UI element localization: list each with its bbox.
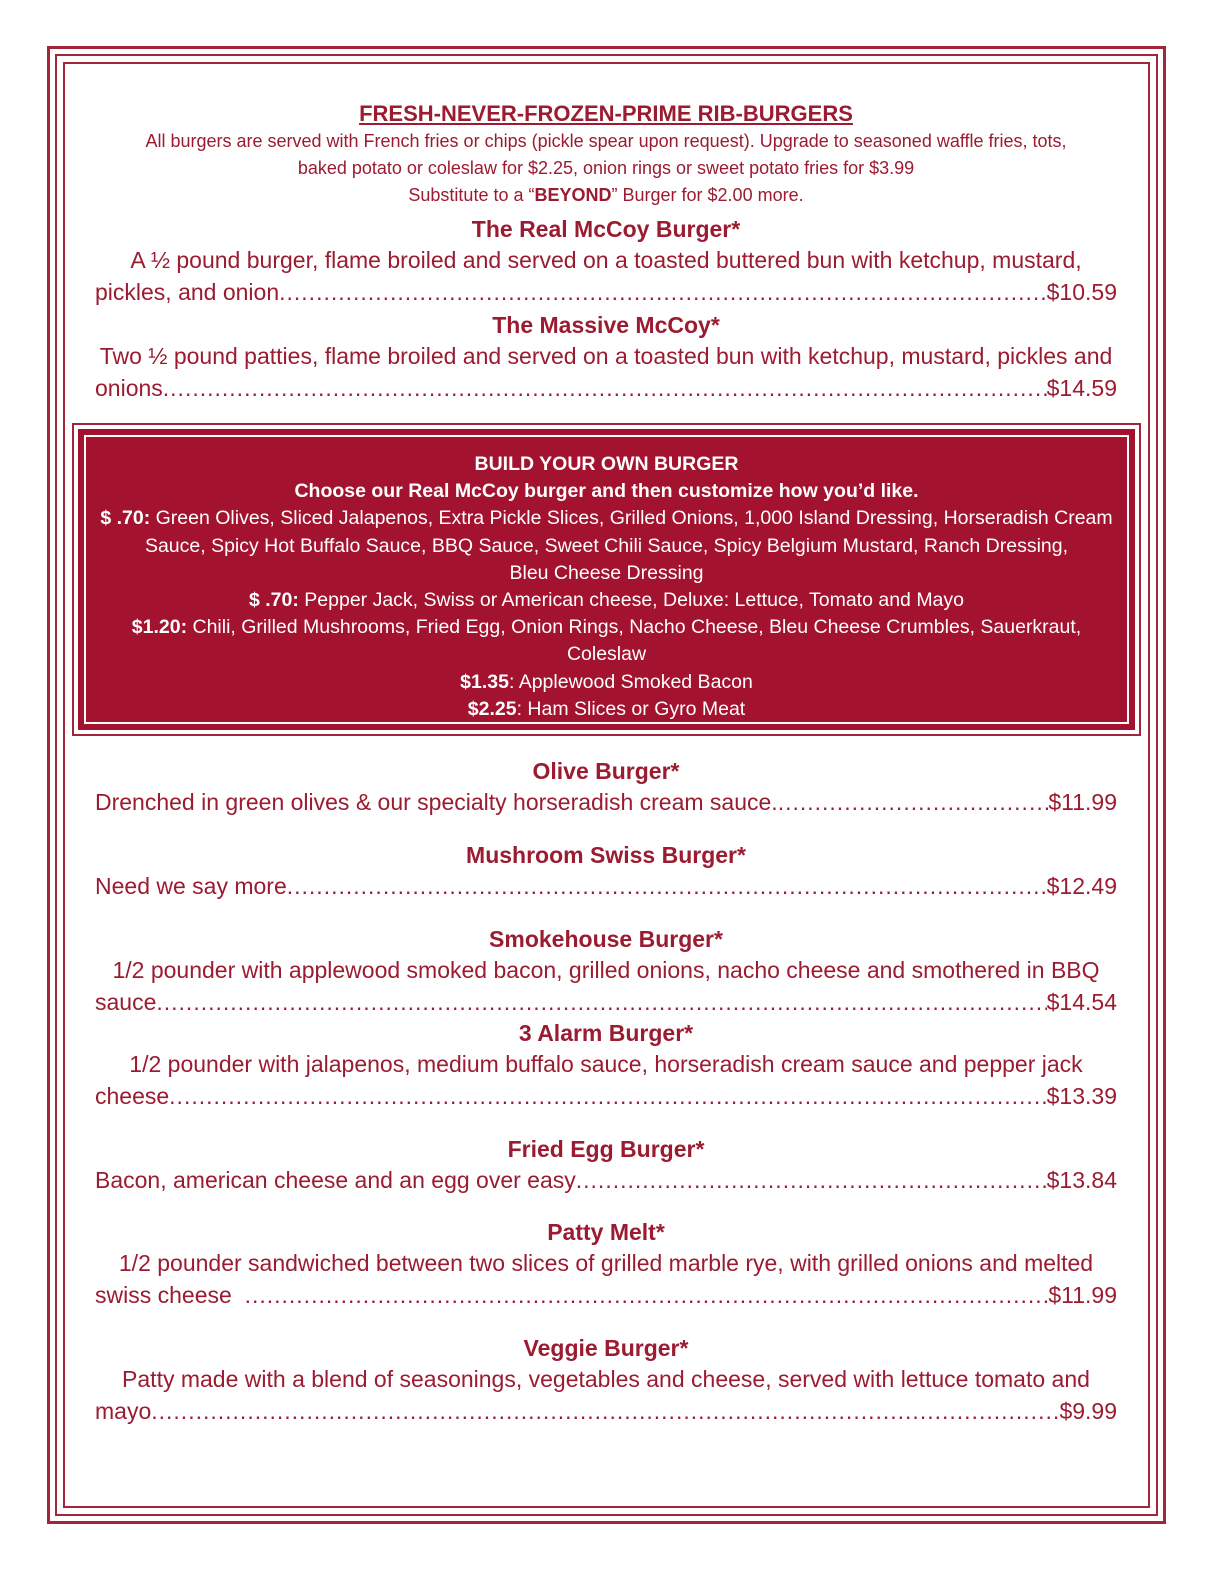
- item-price: $14.59: [1046, 375, 1117, 401]
- item-price-row: [95, 372, 1117, 404]
- byo-line-2: Sauce, Spicy Hot Buffalo Sauce, BBQ Sauce, Sweet Chili Sauce, Spicy Belgium Mustard, Ranch Dressing,: [144, 534, 1069, 557]
- item-price: $13.39: [1046, 1083, 1117, 1109]
- byo-options: Chili, Grilled Mushrooms, Fried Egg, Onion Rings, Nacho Cheese, Bleu Cheese Crumbles, Sauerkraut,: [187, 616, 1082, 639]
- build-your-own-panel: [78, 429, 1135, 730]
- byo-options: : Applewood Smoked Bacon: [508, 670, 753, 693]
- byo-line-1: [86, 505, 1127, 532]
- item-name: Smokehouse Burger*: [489, 926, 723, 952]
- byo-price: $ .70:: [100, 507, 151, 530]
- item-name: Mushroom Swiss Burger*: [466, 842, 746, 868]
- menu-item-real-mccoy: [95, 214, 1117, 308]
- item-price: $11.99: [1048, 1282, 1117, 1308]
- item-name: Fried Egg Burger*: [507, 1136, 705, 1162]
- header-line-1: All burgers are served with French fries or chips (pickle spear upon request). Upgrade to seasoned waffle fries, tots,: [145, 131, 1067, 151]
- leader-dots: [151, 1395, 1059, 1427]
- menu-item-mushroom-swiss: [95, 840, 1117, 902]
- item-price: $12.49: [1046, 873, 1117, 899]
- byo-title: BUILD YOUR OWN BURGER: [474, 453, 739, 475]
- item-price-row: [95, 870, 1117, 902]
- byo-line-3: Bleu Cheese Dressing: [509, 561, 704, 584]
- item-name: Veggie Burger*: [523, 1335, 689, 1361]
- header-line-3: [95, 182, 1117, 209]
- byo-price: $2.25: [467, 697, 517, 720]
- menu-item-fried-egg: [95, 1134, 1117, 1196]
- item-price-row: [95, 1279, 1117, 1311]
- menu-item-veggie: [95, 1333, 1117, 1427]
- item-name: Patty Melt*: [547, 1219, 665, 1245]
- item-price-row: [95, 1395, 1117, 1427]
- byo-line-8: [86, 696, 1127, 723]
- build-your-own-inner-border: [84, 435, 1129, 724]
- item-price-row: [95, 1080, 1117, 1112]
- byo-price: $1.35: [460, 670, 509, 693]
- item-description-end: swiss cheese: [95, 1282, 245, 1308]
- item-price: $9.99: [1059, 1398, 1117, 1424]
- section-title: FRESH-NEVER-FROZEN-PRIME RIB-BURGERS: [359, 101, 853, 126]
- leader-dots: [163, 372, 1047, 404]
- menu-item-smokehouse: [95, 924, 1117, 1018]
- leader-dots: [156, 986, 1046, 1018]
- byo-subtitle: Choose our Real McCoy burger and then customize how you’d like.: [294, 480, 919, 503]
- menu-header: [95, 100, 1117, 209]
- menu-item-olive-burger: [95, 756, 1117, 818]
- item-description: 1/2 pounder with jalapenos, medium buffalo sauce, horseradish cream sauce and pepper jack: [129, 1051, 1083, 1077]
- item-description-end: mayo: [95, 1398, 152, 1424]
- leader-dots: [279, 276, 1047, 308]
- build-your-own-text: [86, 451, 1127, 723]
- item-price: $13.84: [1046, 1167, 1117, 1193]
- item-description: 1/2 pounder with applewood smoked bacon, grilled onions, nacho cheese and smothered in BBQ: [112, 957, 1100, 983]
- byo-line-4: [86, 587, 1127, 614]
- item-name: Olive Burger*: [532, 758, 680, 784]
- item-name: 3 Alarm Burger*: [518, 1020, 694, 1046]
- item-price: $11.99: [1048, 789, 1117, 815]
- byo-price: $ .70:: [248, 589, 299, 612]
- item-price: $10.59: [1046, 279, 1117, 305]
- header-line-3-post: ” Burger for $2.00 more.: [611, 185, 804, 205]
- menu-item-massive-mccoy: [95, 310, 1117, 404]
- byo-price: $1.20:: [131, 616, 188, 639]
- byo-options: Pepper Jack, Swiss or American cheese, Deluxe: Lettuce, Tomato and Mayo: [298, 589, 965, 612]
- menu-item-3-alarm: [95, 1018, 1117, 1112]
- item-description: Need we say more: [95, 873, 287, 899]
- byo-line-5: [86, 614, 1127, 641]
- item-name: The Massive McCoy*: [492, 312, 720, 338]
- leader-dots: [287, 870, 1047, 902]
- header-line-3-pre: Substitute to a “: [408, 185, 535, 205]
- item-description-end: pickles, and onion: [95, 279, 280, 305]
- item-price-row: [95, 276, 1117, 308]
- item-price-row: [95, 986, 1117, 1018]
- build-your-own-box: [72, 423, 1141, 736]
- item-price-row: [95, 786, 1117, 818]
- header-line-3-bold: BEYOND: [534, 185, 612, 205]
- byo-options: : Ham Slices or Gyro Meat: [516, 697, 746, 720]
- item-price: $14.54: [1046, 989, 1117, 1015]
- byo-line-7: [86, 669, 1127, 696]
- item-description-end: sauce: [95, 989, 157, 1015]
- item-description-end: onions: [95, 375, 163, 401]
- leader-dots: [576, 1164, 1047, 1196]
- item-description: Patty made with a blend of seasonings, vegetables and cheese, served with lettuce tomato and: [122, 1366, 1090, 1392]
- menu-item-patty-melt: [95, 1217, 1117, 1311]
- leader-dots: [778, 786, 1049, 818]
- item-description-end: cheese: [95, 1083, 170, 1109]
- item-description: A ½ pound burger, flame broiled and served on a toasted buttered bun with ketchup, mustard,: [130, 247, 1082, 273]
- item-description: Drenched in green olives & our specialty horseradish cream sauce.: [95, 789, 778, 815]
- item-description: Two ½ pound patties, flame broiled and served on a toasted bun with ketchup, mustard, pickles and: [99, 343, 1113, 369]
- item-description: 1/2 pounder sandwiched between two slices of grilled marble rye, with grilled onions and melted: [118, 1250, 1094, 1276]
- byo-line-6: Coleslaw: [566, 643, 647, 666]
- item-description: Bacon, american cheese and an egg over easy: [95, 1167, 576, 1193]
- leader-dots: [169, 1080, 1046, 1112]
- item-price-row: [95, 1164, 1117, 1196]
- leader-dots: [245, 1279, 1049, 1311]
- item-name: The Real McCoy Burger*: [471, 216, 741, 242]
- header-line-2: baked potato or coleslaw for $2.25, onion rings or sweet potato fries for $3.99: [297, 158, 915, 178]
- byo-options: Green Olives, Sliced Jalapenos, Extra Pickle Slices, Grilled Onions, 1,000 Island Dressing, Horseradish Cream: [150, 507, 1113, 530]
